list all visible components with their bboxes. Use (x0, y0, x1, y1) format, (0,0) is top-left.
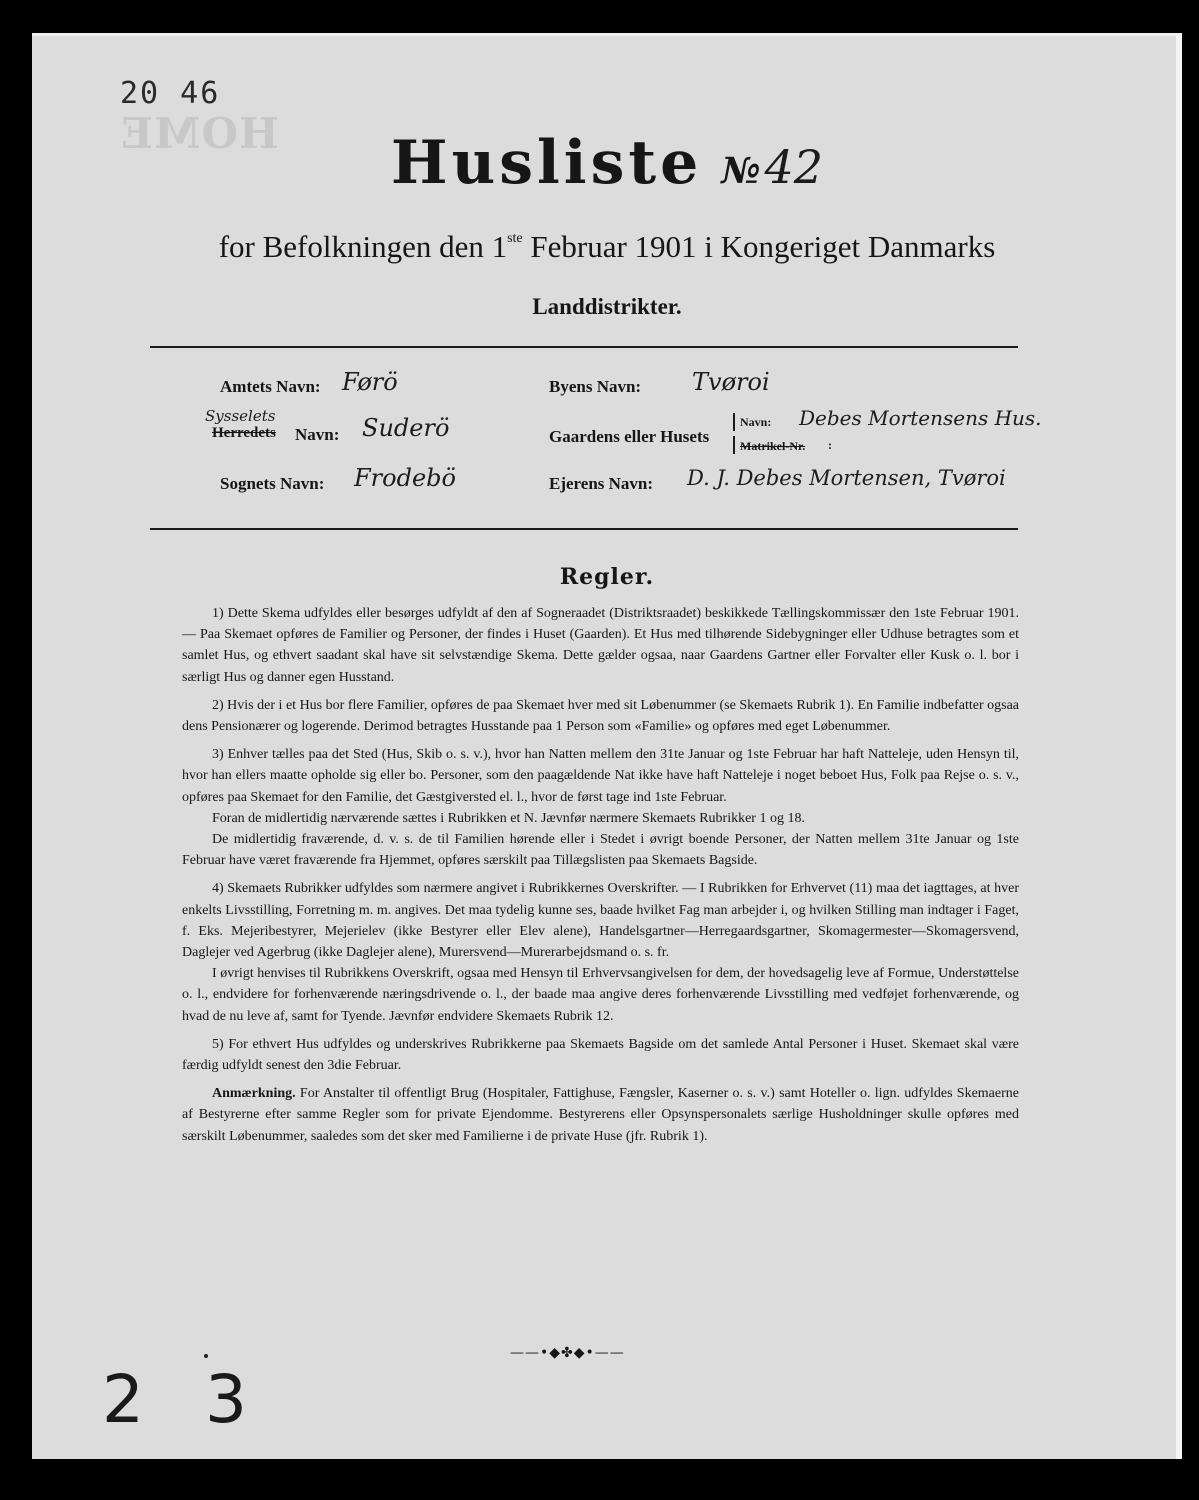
sysselets-label: Sysselets (205, 407, 276, 425)
census-form-page (32, 33, 1182, 1459)
ink-dot (204, 1354, 208, 1358)
rule-3: 3) Enhver tælles paa det Sted (Hus, Skib o. s. v.), hvor han Natten mellem den 31te Januar og 1ste Februar har haft Natteleje, uden Hensyn til, hvor han ellers maatte opholde sig eller bo. Personer, som den paagældende Nat ikke have haft Natteleje i noget beboet Hus, Folk paa Rejse o. s. v., opføres paa Skemaet for den Familie, det Gæstgiversted el. l., hvor de først tage ind 1ste Februar. (182, 747, 1019, 805)
archive-stamp-number: 20 46 (120, 76, 221, 111)
bleed-through-text: HOME (120, 109, 279, 158)
rule-3-note-absent: De midlertidig fraværende, d. v. s. de til Familien hørende eller i Stedet i øvrigt boende Personer, der Natten mellem 31te Januar og 1ste Februar have været fraværende fra Hjemmet, opføres særskilt paa Tillægslisten paa Skemaets Bagside. (182, 832, 1019, 869)
rule-4-continued: I øvrigt henvises til Rubrikkens Overskrift, ogsaa med Hensyn til Erhvervsangivelsen for dem, der hovedsagelig leve af Formue, Understøttelse o. l., endvidere for forhenværende næringsdrivende o. l., der baade maa angive deres forhenværende Livsstilling med vedføjet forhenværende, og hvad de nu leve af, samt for Tyende. Jævnfør endvidere Skemaets Rubrik 12. (182, 966, 1019, 1024)
note-text: For Anstalter til offentligt Brug (Hospitaler, Fattighuse, Fængsler, Kaserner o. s. v.) samt Hoteller o. lign. udfyldes Skemaerne af Bestyrerne efter samme Regler som for private Ejendomme. Bestyrerens eller Opsynspersonalets særlige Husholdninger skulle opføres med særskilt Løbenummer, saaledes som det sker med Familierne i de private Huse (jfr. Rubrik 1). (182, 1086, 1019, 1144)
bottom-divider (150, 528, 1018, 530)
note-label: Anmærkning. (212, 1086, 296, 1102)
list-number: 42 (764, 140, 824, 194)
byens-label: Byens Navn: (549, 377, 642, 396)
page-title: Husliste (390, 128, 703, 198)
rule-5: 5) For ethvert Hus udfyldes og underskrives Rubrikkerne paa Skemaets Bagside om det samlede Antal Personer i Huset. Skemaet skal være færdig udfyldt senest den 3die Februar. (182, 1036, 1019, 1074)
bracket-top (733, 413, 735, 431)
number-label: № (721, 150, 761, 192)
rule-2: 2) Hvis der i et Hus bor flere Familier, opføres de paa Skemaet hver med sit Løbenummer (se Skemaets Rubrik 1). En Familie indbefatter ogsaa dens Pensionærer og logerende. Derimod betragtes Husstande paa 1 Person som «Familie» og opføres med eget Løbenummer. (182, 697, 1019, 735)
amtets-label: Amtets Navn: (220, 377, 321, 396)
rules-heading: Regler. (559, 564, 655, 590)
district-heading: Landdistrikter. (532, 294, 682, 319)
sognets-value: Frodebö (354, 464, 456, 492)
rule-4: 4) Skemaets Rubrikker udfyldes som nærmere angivet i Rubrikkernes Overskrifter. — I Rubrikken for Erhvervet (11) maa det iagttages, at hver enkelts Livsstilling, Forretning m. m. angives. Det maa tydelig kunne ses, baade hvilket Fag man arbejder i, og hvilken Stilling man indtager i Faget, f. Eks. Mejeribestyrer, Mejerielev (ikke Bestyrer eller Elev alene), Handelsgartner—Herregaardsgartner, Skomagermester—Skomagersvend, Daglejer ved Agerbrug (ikke Daglejer alene), Murersvend—Murerarbejdsmand o. s. fr. (182, 881, 1019, 961)
bracket-bottom (733, 436, 735, 454)
byens-value: Tvøroi (692, 368, 770, 396)
navn-value: Debes Mortensens Hus. (799, 406, 1042, 430)
sysselets-value: Suderö (362, 414, 450, 442)
ejerens-value: D. J. Debes Mortensen, Tvøroi (687, 466, 1006, 490)
top-divider (150, 346, 1018, 348)
subtitle-superscript: ste (507, 231, 523, 246)
sognets-label: Sognets Navn: (220, 474, 325, 493)
subtitle-start: for Befolkningen den 1 (218, 229, 508, 264)
subtitle (32, 229, 1182, 265)
matrikel-label: Matrikel-Nr. (740, 439, 806, 453)
matrikel-colon: : (828, 438, 832, 452)
herredets-label: Herredets (212, 425, 276, 441)
gaardens-label: Gaardens eller Husets (549, 427, 710, 446)
sysselets-navn-label: Navn: (295, 425, 340, 444)
ornament-divider: ——•◆✤◆•—— (510, 1345, 625, 1361)
rule-3-note-present: Foran de midlertidig nærværende sættes i Rubrikken et N. Jævnfør nærmere Skemaets Rubrikker 1 og 18. (212, 810, 805, 826)
rule-1: 1) Dette Skema udfyldes eller besørges udfyldt af den af Sogneraadet (Distriktsraadet) beskikkede Tællingskommissær den 1ste Februar 1901. — Paa Skemaet opføres de Familier og Personer, der findes i Huset (Gaarden). Et Hus med tilhørende Sidebygninger eller Udhuse betragtes som et samlet Hus, og ethvert saadant skal have sit selvstændige Skema. Dette gælder ogsaa, naar Gaardens Gartner eller Forvalter eller Kusk o. l. bor i særligt Hus og danner egen Husstand. (182, 606, 1019, 685)
ejerens-label: Ejerens Navn: (549, 474, 654, 493)
note-paragraph (182, 1083, 1019, 1147)
rules-body (182, 603, 1019, 1154)
title-row (32, 128, 1182, 198)
amtets-value: Førö (342, 368, 398, 396)
navn-label: Navn: (740, 415, 772, 429)
corner-number: 2 3 (102, 1361, 267, 1438)
subtitle-end: Februar 1901 i Kongeriget Danmarks (522, 229, 996, 264)
